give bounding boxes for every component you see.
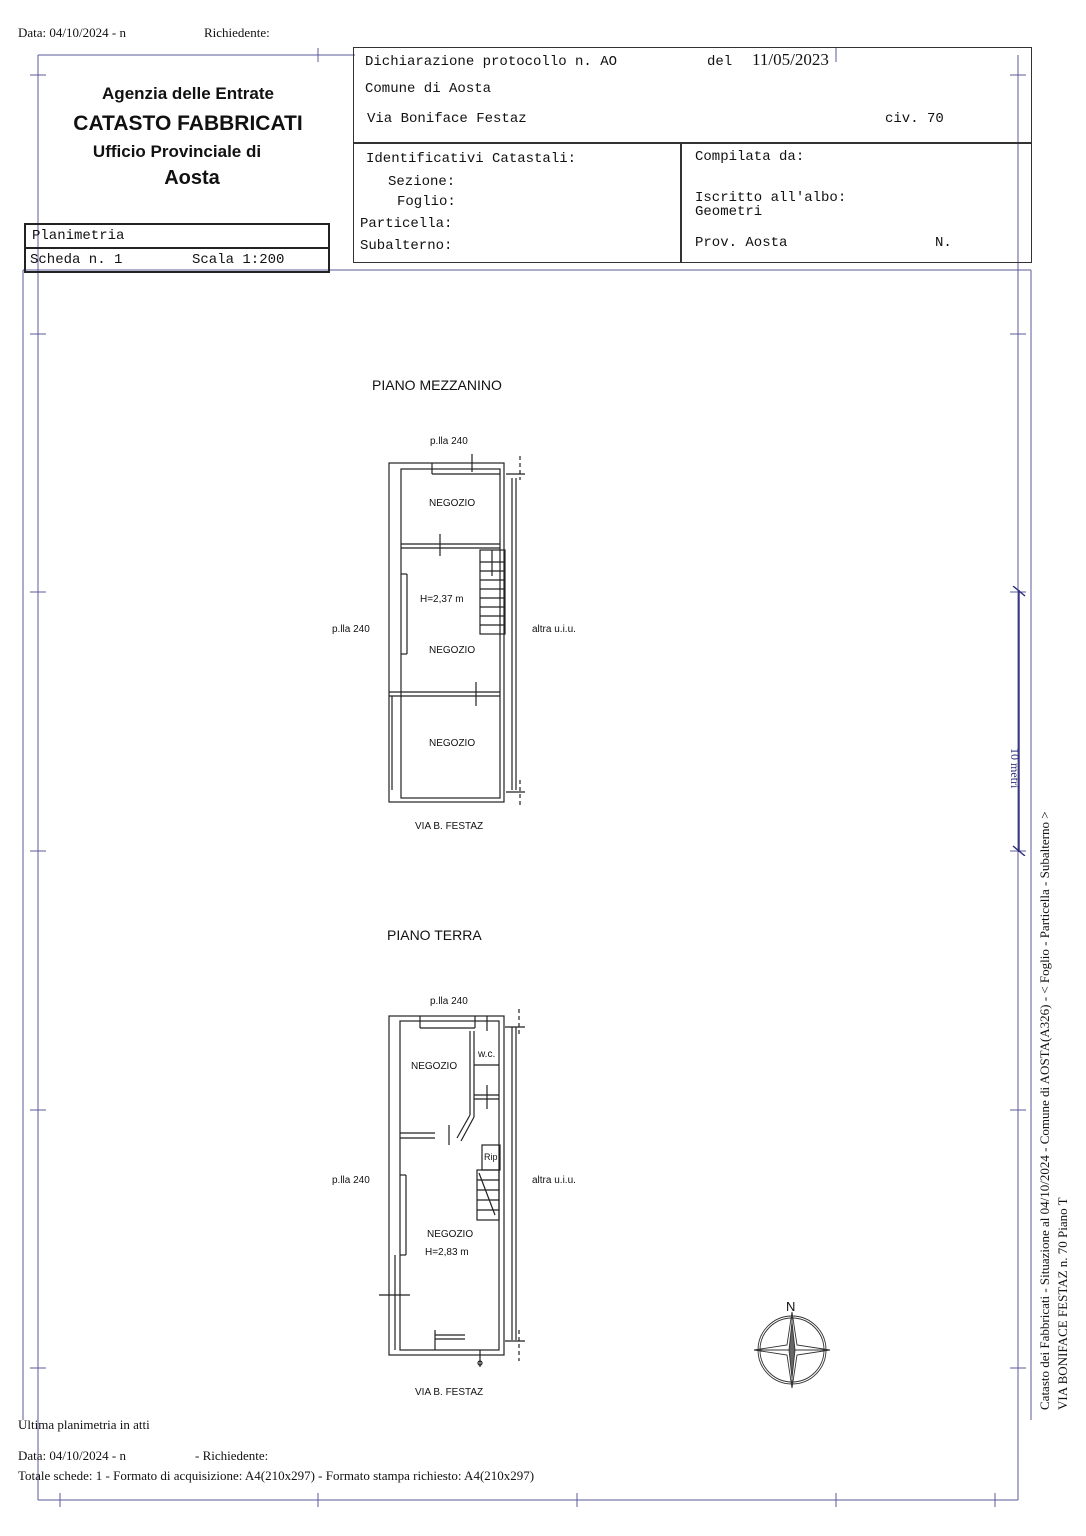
iscritto-label: Iscritto all'albo:: [695, 190, 847, 206]
scheda-box: [24, 247, 330, 273]
mezzanine-room-3-label: NEGOZIO: [429, 738, 476, 749]
ground-floorplan: [375, 1005, 545, 1375]
civic-number: civ. 70: [885, 111, 944, 127]
side-cadastral-line: Catasto dei Fabbricati - Situazione al 04/10/2024 - Comune di AOSTA(A326) - < Foglio - Particella - Subalterno >: [1037, 811, 1052, 1410]
particella-label: Particella:: [360, 216, 453, 232]
ground-room-2-label: NEGOZIO: [427, 1229, 474, 1240]
protocol-label: Dichiarazione protocollo n. AO: [365, 54, 618, 70]
del-label: del: [707, 54, 733, 70]
header-date: Data: 04/10/2024 - n: [18, 25, 126, 40]
ground-right-neighbor: altra u.i.u.: [532, 1175, 576, 1186]
albo-name: Geometri: [695, 204, 763, 220]
ground-room-1-label: NEGOZIO: [411, 1061, 458, 1072]
compass-north-label: N: [786, 1299, 796, 1314]
ground-street: VIA B. FESTAZ: [415, 1387, 484, 1398]
comune-label: Comune di Aosta: [365, 81, 492, 97]
mezzanine-right-neighbor: altra u.i.u.: [532, 624, 576, 635]
ground-title: PIANO TERRA: [387, 927, 482, 943]
scale-bar: [1010, 586, 1030, 856]
declaration-date: 11/05/2023: [752, 50, 829, 69]
mezzanine-room-2-label: NEGOZIO: [429, 645, 476, 656]
foglio-label: Foglio:: [397, 194, 456, 210]
office-label: Ufficio Provinciale di: [92, 142, 262, 161]
ground-top-neighbor: p.lla 240: [430, 996, 468, 1007]
mezzanine-street: VIA B. FESTAZ: [415, 821, 484, 832]
rip-label: Rip: [484, 1152, 498, 1162]
side-address-line: VIA BONIFACE FESTAZ n. 70 Piano T: [1055, 1197, 1070, 1410]
agency-name: Agenzia delle Entrate: [102, 84, 274, 103]
planimetria-label: Planimetria: [32, 228, 125, 244]
mezzanine-left-neighbor: p.lla 240: [332, 624, 370, 635]
header-requester: Richiedente:: [204, 25, 270, 40]
subalterno-label: Subalterno:: [360, 238, 453, 254]
ground-left-neighbor: p.lla 240: [332, 1175, 370, 1186]
compass-rose-icon: [752, 1310, 832, 1390]
scala-label: Scala 1:200: [192, 252, 285, 268]
compilata-label: Compilata da:: [695, 149, 805, 165]
declaration-box: [353, 47, 1032, 144]
mezzanine-top-neighbor: p.lla 240: [430, 436, 468, 447]
footer-last-plan: Ultima planimetria in atti: [18, 1417, 150, 1432]
scheda-label: Scheda n. 1: [30, 252, 123, 268]
mezzanine-room-1-label: NEGOZIO: [429, 498, 476, 509]
catasto-title: CATASTO FABBRICATI: [73, 112, 303, 135]
footer-date: Data: 04/10/2024 - n: [18, 1448, 126, 1463]
sezione-label: Sezione:: [388, 174, 456, 190]
office-city: Aosta: [164, 167, 220, 189]
footer-totals: Totale schede: 1 - Formato di acquisizione: A4(210x297) - Formato stampa richiesto: A4(210x297): [18, 1468, 535, 1483]
province-label: Prov. Aosta: [695, 235, 788, 251]
mezzanine-title: PIANO MEZZANINO: [372, 377, 502, 393]
compiler-box: [680, 142, 1032, 263]
mezzanine-height-label: H=2,37 m: [420, 594, 464, 605]
identifiers-title: Identificativi Catastali:: [366, 151, 577, 167]
via-label: Via Boniface Festaz: [367, 111, 527, 127]
wc-label: w.c.: [478, 1049, 496, 1060]
identifiers-box: [353, 142, 682, 263]
ground-height-label: H=2,83 m: [425, 1247, 469, 1258]
footer-requester: - Richiedente:: [195, 1448, 269, 1463]
planimetria-box: [24, 223, 330, 249]
scale-bar-label: 10 metri: [1008, 748, 1022, 789]
register-number-label: N.: [935, 235, 952, 251]
